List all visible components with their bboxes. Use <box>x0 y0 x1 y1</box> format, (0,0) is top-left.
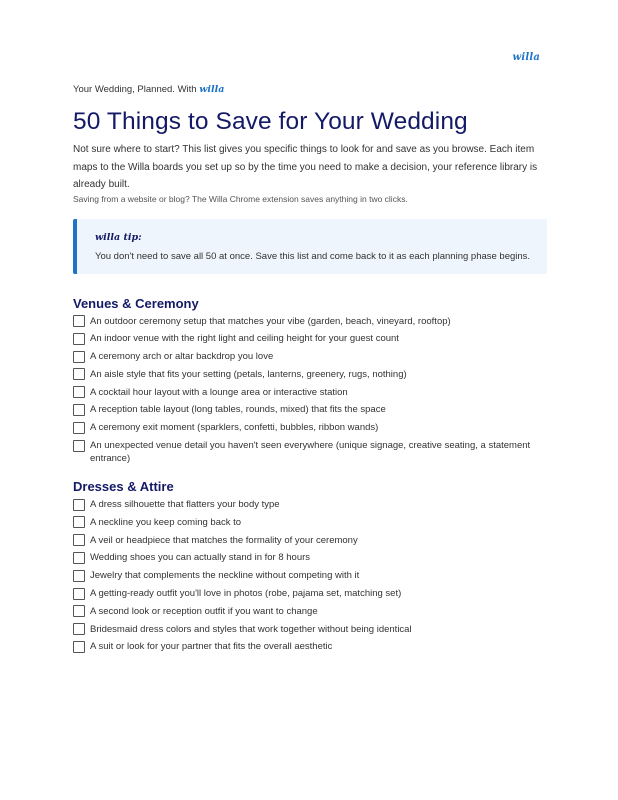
section-title: Dresses & Attire <box>73 479 174 495</box>
checklist-item-label: An aisle style that fits your setting (petals, lanterns, greenery, rugs, nothing) <box>90 368 407 380</box>
checkbox[interactable] <box>73 368 85 380</box>
eyebrow <box>73 84 547 96</box>
checklist-item <box>73 569 547 582</box>
document-content <box>73 84 547 658</box>
checklist-item-label: A suit or look for your partner that fits the overall aesthetic <box>90 641 333 653</box>
tip-label: willa tip: <box>95 231 142 243</box>
checkbox[interactable] <box>73 333 85 345</box>
brand-logo: willa <box>512 52 540 63</box>
checkbox[interactable] <box>73 499 85 511</box>
extension-note: Saving from a website or blog? The Willa Chrome extension saves anything in two clicks. <box>73 193 408 204</box>
checklist-item <box>73 640 547 653</box>
checkbox[interactable] <box>73 516 85 528</box>
checkbox[interactable] <box>73 641 85 653</box>
page-title: 50 Things to Save for Your Wedding <box>73 108 468 135</box>
checkbox[interactable] <box>73 623 85 635</box>
checkbox[interactable] <box>73 315 85 327</box>
checklist-item-label: An unexpected venue detail you haven't seen everywhere (unique signage, creative seating, a statement entrance) <box>90 440 531 465</box>
intro-paragraph: Not sure where to start? This list gives you specific things to look for and save as you browse. Each item maps to the Willa boards you set up so by the time you need to make a decision, your reference library is already built. <box>73 144 538 190</box>
checklist-item-label: A reception table layout (long tables, rounds, mixed) that fits the space <box>90 404 386 416</box>
checkbox[interactable] <box>73 422 85 434</box>
tip-text: You don't need to save all 50 at once. Save this list and come back to it as each planning phase begins. <box>95 250 531 262</box>
checklist-item <box>73 623 547 636</box>
checklist-item <box>73 439 547 465</box>
checklist <box>73 498 547 653</box>
checklist-item-label: A second look or reception outfit if you want to change <box>90 605 318 617</box>
checklist-sections <box>73 296 547 654</box>
checklist-item <box>73 386 547 399</box>
checklist-item-label: Bridesmaid dress colors and styles that work together without being identical <box>90 623 412 635</box>
checklist-item-label: A dress silhouette that flatters your body type <box>90 499 280 511</box>
checklist <box>73 315 547 466</box>
checklist-item-label: Wedding shoes you can actually stand in for 8 hours <box>90 552 311 564</box>
checklist-item <box>73 587 547 600</box>
checkbox[interactable] <box>73 588 85 600</box>
checkbox[interactable] <box>73 605 85 617</box>
checklist-item-label: A neckline you keep coming back to <box>90 516 242 528</box>
checkbox[interactable] <box>73 440 85 452</box>
checklist-item <box>73 315 547 328</box>
checklist-item <box>73 332 547 345</box>
section-title: Venues & Ceremony <box>73 295 199 311</box>
checkbox[interactable] <box>73 386 85 398</box>
checkbox[interactable] <box>73 351 85 363</box>
checklist-item-label: An outdoor ceremony setup that matches your vibe (garden, beach, vineyard, rooftop) <box>90 315 451 327</box>
checklist-item <box>73 516 547 529</box>
checkbox[interactable] <box>73 570 85 582</box>
checklist-item-label: An indoor venue with the right light and ceiling height for your guest count <box>90 333 399 345</box>
checklist-item-label: A ceremony exit moment (sparklers, confetti, bubbles, ribbon wands) <box>90 422 379 434</box>
checklist-item <box>73 605 547 618</box>
checklist-item-label: A cocktail hour layout with a lounge area or interactive station <box>90 386 348 398</box>
checklist-item <box>73 551 547 564</box>
checklist-item <box>73 421 547 434</box>
checkbox[interactable] <box>73 534 85 546</box>
checklist-item-label: A getting-ready outfit you'll love in photos (robe, pajama set, matching set) <box>90 588 402 600</box>
tip-callout <box>73 219 547 274</box>
checklist-section <box>73 296 547 466</box>
checkbox[interactable] <box>73 404 85 416</box>
checklist-item <box>73 534 547 547</box>
eyebrow-brand: willa <box>199 84 225 95</box>
checklist-item-label: A veil or headpiece that matches the formality of your ceremony <box>90 534 358 546</box>
checklist-item <box>73 498 547 511</box>
checklist-item-label: Jewelry that complements the neckline without competing with it <box>90 570 360 582</box>
checklist-item <box>73 403 547 416</box>
checkbox[interactable] <box>73 552 85 564</box>
checklist-item-label: A ceremony arch or altar backdrop you love <box>90 351 274 363</box>
checklist-item <box>73 350 547 363</box>
checklist-item <box>73 368 547 381</box>
checklist-section <box>73 479 547 653</box>
eyebrow-text: Your Wedding, Planned. With <box>73 84 200 95</box>
